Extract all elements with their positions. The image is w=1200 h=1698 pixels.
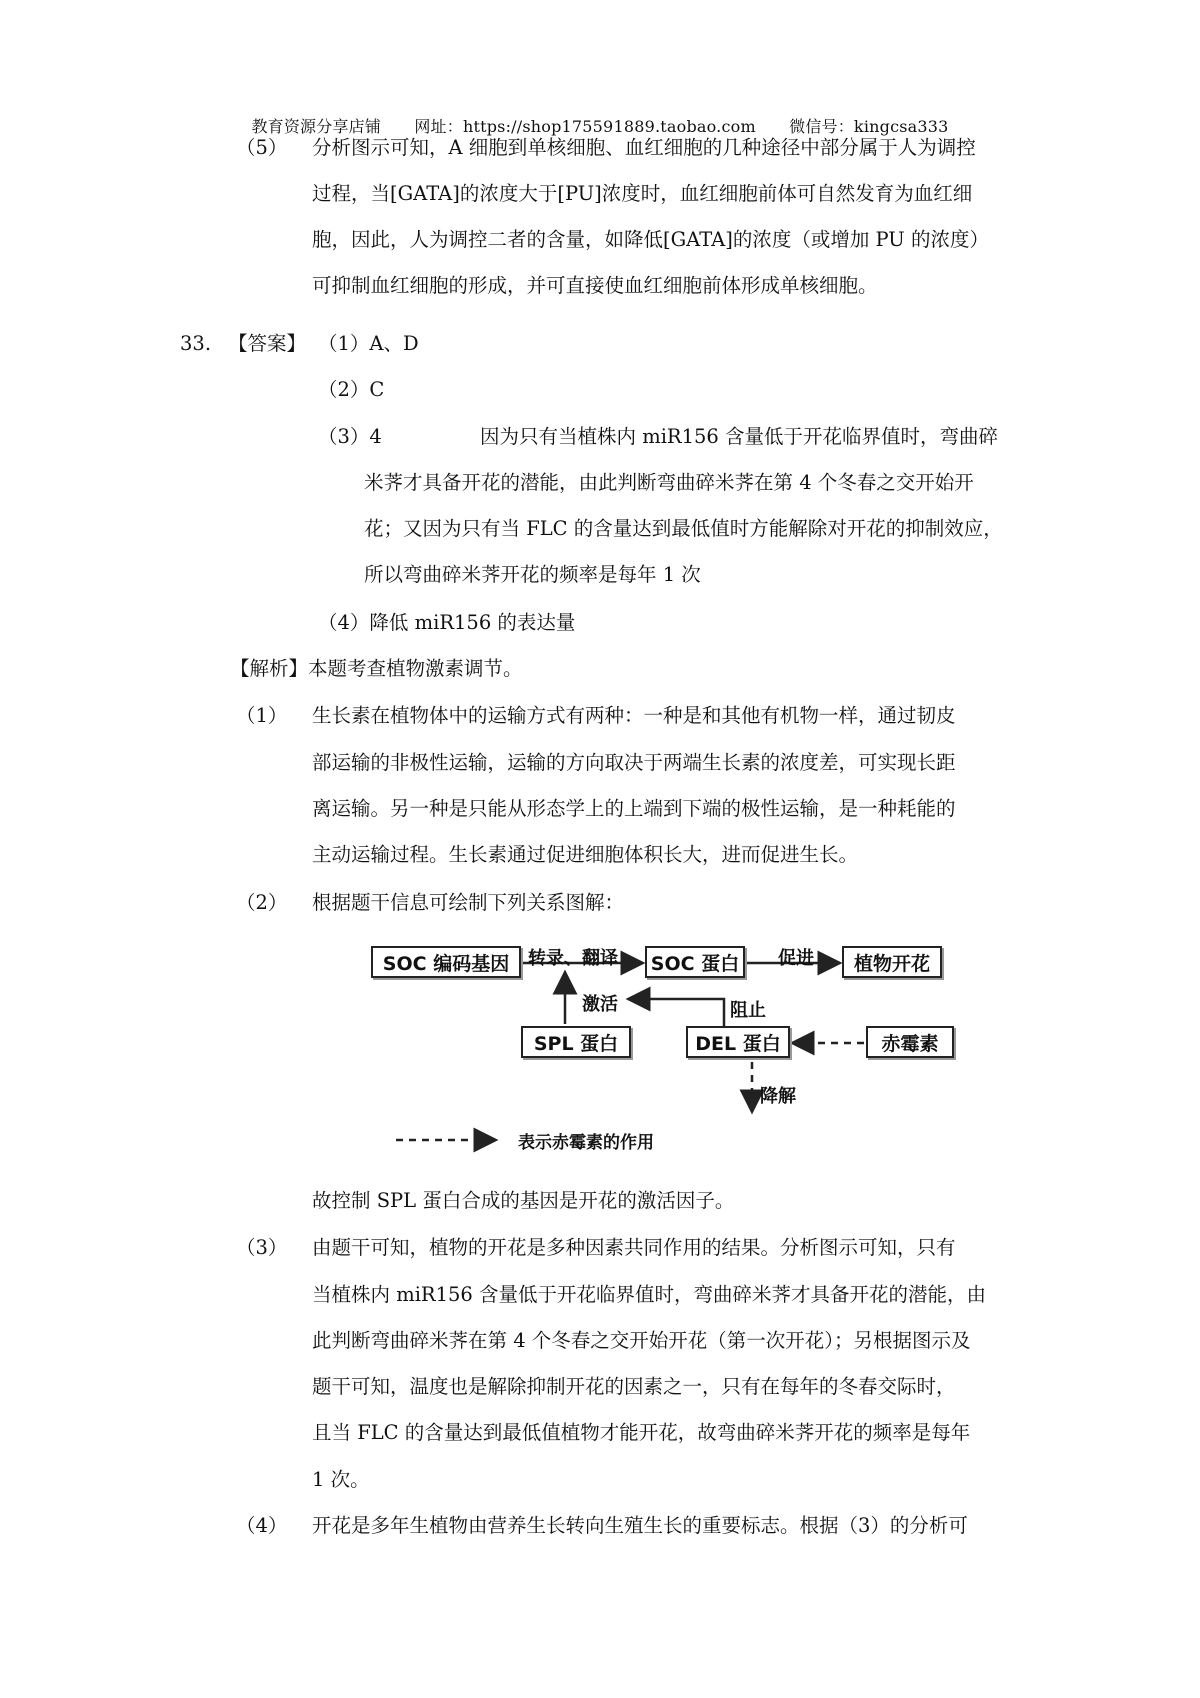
label-promote: 促进 bbox=[778, 948, 814, 969]
header-shop: 教育资源分享店铺 bbox=[251, 117, 382, 136]
analysis-3-line: 由题干可知，植物的开花是多种因素共同作用的结果。分析图示可知，只有 bbox=[312, 1236, 956, 1259]
box-soc-protein: SOC 蛋白 bbox=[645, 946, 745, 978]
analysis-4-line: 开花是多年生植物由营养生长转向生殖生长的重要标志。根据（3）的分析可 bbox=[312, 1514, 968, 1537]
answer-3-line: 因为只有当植株内 miR156 含量低于开花临界值时，弯曲碎 bbox=[480, 425, 999, 448]
analysis-1-number: （1） bbox=[236, 704, 288, 727]
analysis-3-number: （3） bbox=[236, 1236, 288, 1259]
analysis-1-line: 部运输的非极性运输，运输的方向取决于两端生长素的浓度差，可实现长距 bbox=[312, 751, 956, 774]
answer-3-line: 花；又因为只有当 FLC 的含量达到最低值时方能解除对开花的抑制效应， bbox=[364, 517, 1003, 540]
label-block: 阻止 bbox=[730, 1000, 766, 1021]
analysis-2-number: （2） bbox=[236, 891, 288, 914]
analysis-2-conclusion: 故控制 SPL 蛋白合成的基因是开花的激活因子。 bbox=[312, 1189, 735, 1212]
analysis-3-line: 题干可知，温度也是解除抑制开花的因素之一，只有在每年的冬春交际时， bbox=[312, 1375, 956, 1398]
analysis-3-line: 当植株内 miR156 含量低于开花临界值时，弯曲碎米荠才具备开花的潜能，由 bbox=[312, 1283, 987, 1306]
answer-3-number: （3）4 bbox=[318, 425, 382, 448]
answer-label: 【答案】 bbox=[228, 332, 307, 355]
question-number: 33. bbox=[180, 332, 212, 355]
label-degrade: 降解 bbox=[760, 1086, 796, 1107]
prev-analysis-line: 可抑制血红细胞的形成，并可直接使血红细胞前体形成单核细胞。 bbox=[312, 274, 878, 297]
label-activate: 激活 bbox=[582, 994, 618, 1015]
answer-1: （1）A、D bbox=[318, 332, 419, 355]
analysis-1-line: 主动运输过程。生长素通过促进细胞体积长大，进而促进生长。 bbox=[312, 843, 859, 866]
answer-4: （4）降低 miR156 的表达量 bbox=[318, 611, 576, 634]
prev-analysis-line: 分析图示可知，A 细胞到单核细胞、血红细胞的几种途径中部分属于人为调控 bbox=[312, 136, 976, 159]
legend-text: 表示赤霉素的作用 bbox=[518, 1133, 654, 1153]
box-gibberellin: 赤霉素 bbox=[866, 1026, 954, 1058]
prev-analysis-number: （5） bbox=[236, 136, 288, 159]
prev-analysis-line: 过程，当[GATA]的浓度大于[PU]浓度时，血红细胞前体可自然发育为血红细 bbox=[312, 182, 973, 205]
analysis-3-line: 1 次。 bbox=[312, 1468, 370, 1491]
box-spl-protein: SPL 蛋白 bbox=[521, 1026, 631, 1058]
box-flowering: 植物开花 bbox=[842, 946, 942, 978]
analysis-3-line: 且当 FLC 的含量达到最低值植物才能开花，故弯曲碎米荠开花的频率是每年 bbox=[312, 1421, 971, 1444]
prev-analysis-line: 胞，因此，人为调控二者的含量，如降低[GATA]的浓度（或增加 PU 的浓度） bbox=[312, 228, 989, 251]
analysis-3-line: 此判断弯曲碎米荠在第 4 个冬春之交开始开花（第一次开花）；另根据图示及 bbox=[312, 1329, 971, 1352]
header-wechat: 微信号：kingcsa333 bbox=[789, 117, 949, 136]
label-transcribe-translate: 转录、翻译 bbox=[528, 948, 618, 969]
answer-2: （2）C bbox=[318, 378, 385, 401]
answer-3-line: 米荠才具备开花的潜能，由此判断弯曲碎米荠在第 4 个冬春之交开始开 bbox=[364, 471, 974, 494]
header-url: 网址：https://shop175591889.taobao.com bbox=[414, 117, 756, 136]
analysis-1-line: 生长素在植物体中的运输方式有两种：一种是和其他有机物一样，通过韧皮 bbox=[312, 704, 956, 727]
analysis-2-line: 根据题干信息可绘制下列关系图解： bbox=[312, 891, 625, 914]
answer-3-line: 所以弯曲碎米荠开花的频率是每年 1 次 bbox=[364, 563, 701, 586]
box-del-protein: DEL 蛋白 bbox=[686, 1026, 790, 1058]
analysis-label: 【解析】本题考查植物激素调节。 bbox=[230, 657, 523, 680]
analysis-1-line: 离运输。另一种是只能从形态学上的上端到下端的极性运输，是一种耗能的 bbox=[312, 797, 956, 820]
analysis-4-number: （4） bbox=[236, 1514, 288, 1537]
box-soc-gene: SOC 编码基因 bbox=[371, 946, 521, 978]
